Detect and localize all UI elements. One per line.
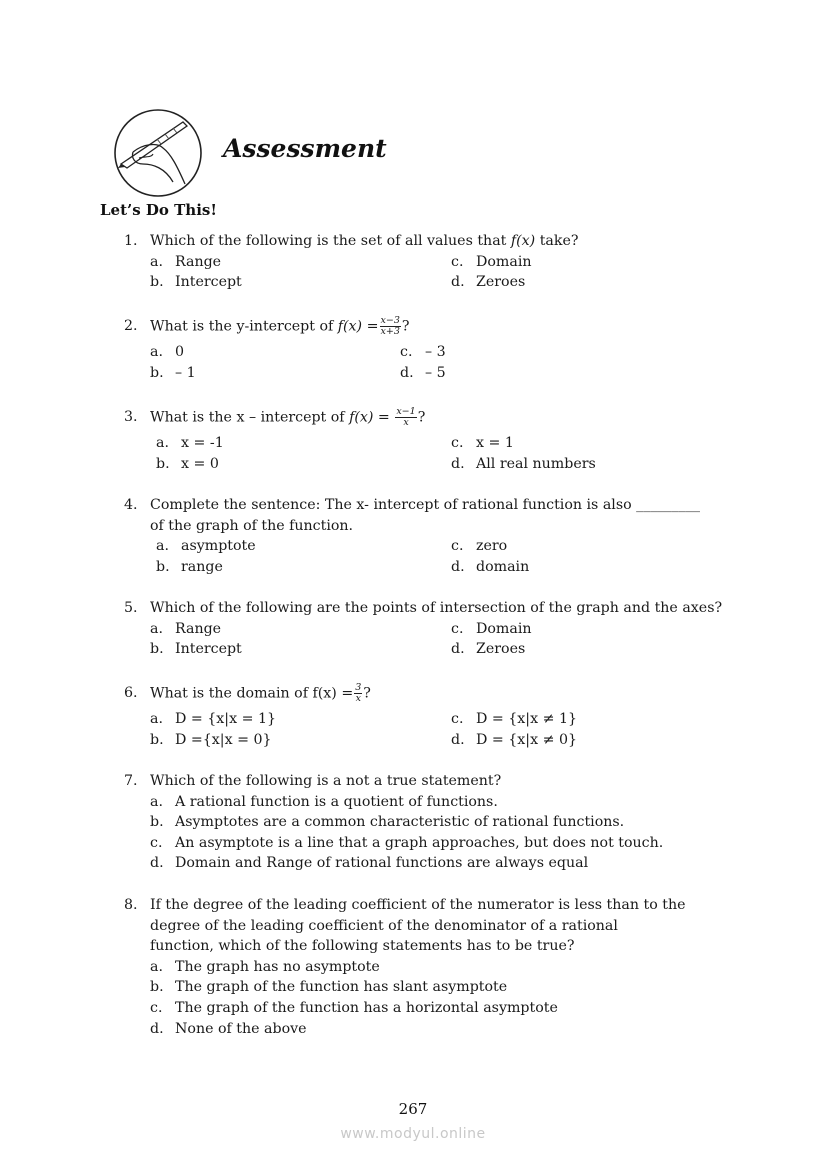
- question-number: 2.: [124, 318, 138, 334]
- question-6: [124, 683, 730, 751]
- option-a[interactable]: a. Range: [150, 620, 222, 637]
- option-c[interactable]: c. The graph of the function has a horizontal asymptote: [150, 999, 558, 1016]
- option-c[interactable]: c. An asymptote is a line that a graph approaches, but does not touch.: [150, 834, 664, 851]
- option-a[interactable]: a. A rational function is a quotient of functions.: [150, 793, 498, 810]
- page-title: Assessment: [223, 134, 387, 163]
- question-number: 6.: [124, 685, 138, 701]
- options: [150, 957, 770, 1039]
- question-stem: Which of the following is a not a true statement?: [150, 773, 502, 789]
- option-a[interactable]: a. x = -1: [156, 435, 224, 452]
- question-stem: What is the y-intercept of f(x) = $\frac{x-3}{x+3}$ ?: [150, 315, 410, 337]
- page-number: 267: [398, 1100, 428, 1118]
- question-number: 3.: [124, 409, 138, 425]
- options: [156, 536, 770, 578]
- option-b[interactable]: b. Intercept: [150, 641, 242, 658]
- option-d[interactable]: d. None of the above: [150, 1020, 307, 1037]
- question-3: [124, 407, 730, 475]
- option-b[interactable]: b. D ={x|x = 0}: [150, 731, 272, 748]
- question-5: [124, 598, 770, 661]
- options: [156, 433, 730, 475]
- option-c[interactable]: c. Domain: [451, 620, 532, 637]
- option-b[interactable]: b. The graph of the function has slant asymptote: [150, 979, 508, 996]
- question-4: [124, 495, 770, 578]
- watermark: www.modyul.online: [340, 1126, 486, 1142]
- option-b[interactable]: b. Asymptotes are a common characteristic of rational functions.: [150, 814, 625, 831]
- option-c[interactable]: c. – 3: [400, 344, 446, 361]
- option-d[interactable]: d. All real numbers: [451, 455, 596, 472]
- option-d[interactable]: d. – 5: [400, 364, 446, 381]
- option-c[interactable]: c. x = 1: [451, 435, 514, 452]
- question-number: 8.: [124, 897, 138, 913]
- question-stem: What is the domain of f(x) = $\frac{3}{x}$ ?: [150, 682, 371, 704]
- question-number: 7.: [124, 773, 138, 789]
- option-b[interactable]: b. range: [156, 558, 223, 575]
- options: [150, 252, 730, 294]
- option-a[interactable]: a. Range: [150, 253, 222, 270]
- hand-writing-pencil-icon: [113, 108, 203, 198]
- option-b[interactable]: b. – 1: [150, 364, 196, 381]
- option-a[interactable]: a. The graph has no asymptote: [150, 958, 380, 975]
- option-d[interactable]: d. D = {x|x ≠ 0}: [451, 731, 578, 748]
- question-number: 4.: [124, 497, 138, 513]
- question-stem: Which of the following is the set of all values that f(x) take?: [150, 233, 579, 249]
- question-stem: If the degree of the leading coefficient of the numerator is less than to the degree of the leading coefficient of the denominator of a rational function, which of the following statements has to be true?: [150, 897, 686, 955]
- option-d[interactable]: d. Zeroes: [451, 274, 526, 291]
- option-d[interactable]: d. Zeroes: [451, 641, 526, 658]
- question-7: [124, 771, 770, 874]
- fraction: $\frac{3}{x}$: [355, 682, 362, 704]
- question-8: [124, 895, 770, 1039]
- question-stem: Which of the following are the points of intersection of the graph and the axes?: [150, 600, 723, 616]
- question-stem: Complete the sentence: The x- intercept of rational function is also _________ of the graph of the function.: [150, 497, 701, 534]
- question-number: 5.: [124, 600, 138, 616]
- options: [150, 709, 730, 751]
- option-a[interactable]: a. asymptote: [156, 538, 256, 555]
- option-a[interactable]: a. 0: [150, 344, 185, 361]
- options: [150, 792, 770, 874]
- option-c[interactable]: c. Domain: [451, 253, 532, 270]
- option-b[interactable]: b. x = 0: [156, 455, 219, 472]
- question-number: 1.: [124, 233, 138, 249]
- option-b[interactable]: b. Intercept: [150, 274, 242, 291]
- question-stem: What is the x – intercept of f(x) = $\frac{x-1}{x}$ ?: [150, 406, 426, 428]
- options: [150, 619, 770, 661]
- option-d[interactable]: d. domain: [451, 558, 530, 575]
- option-a[interactable]: a. D = {x|x = 1}: [150, 711, 277, 728]
- option-c[interactable]: c. zero: [451, 538, 508, 555]
- question-1: [124, 231, 730, 294]
- options: [150, 342, 730, 384]
- section-subtitle: Let’s Do This!: [100, 201, 217, 219]
- option-d[interactable]: d. Domain and Range of rational functions are always equal: [150, 855, 589, 872]
- question-2: [124, 316, 730, 384]
- fraction: $\frac{x-3}{x+3}$: [380, 315, 400, 337]
- option-c[interactable]: c. D = {x|x ≠ 1}: [451, 711, 578, 728]
- fraction: $\frac{x-1}{x}$: [396, 406, 416, 428]
